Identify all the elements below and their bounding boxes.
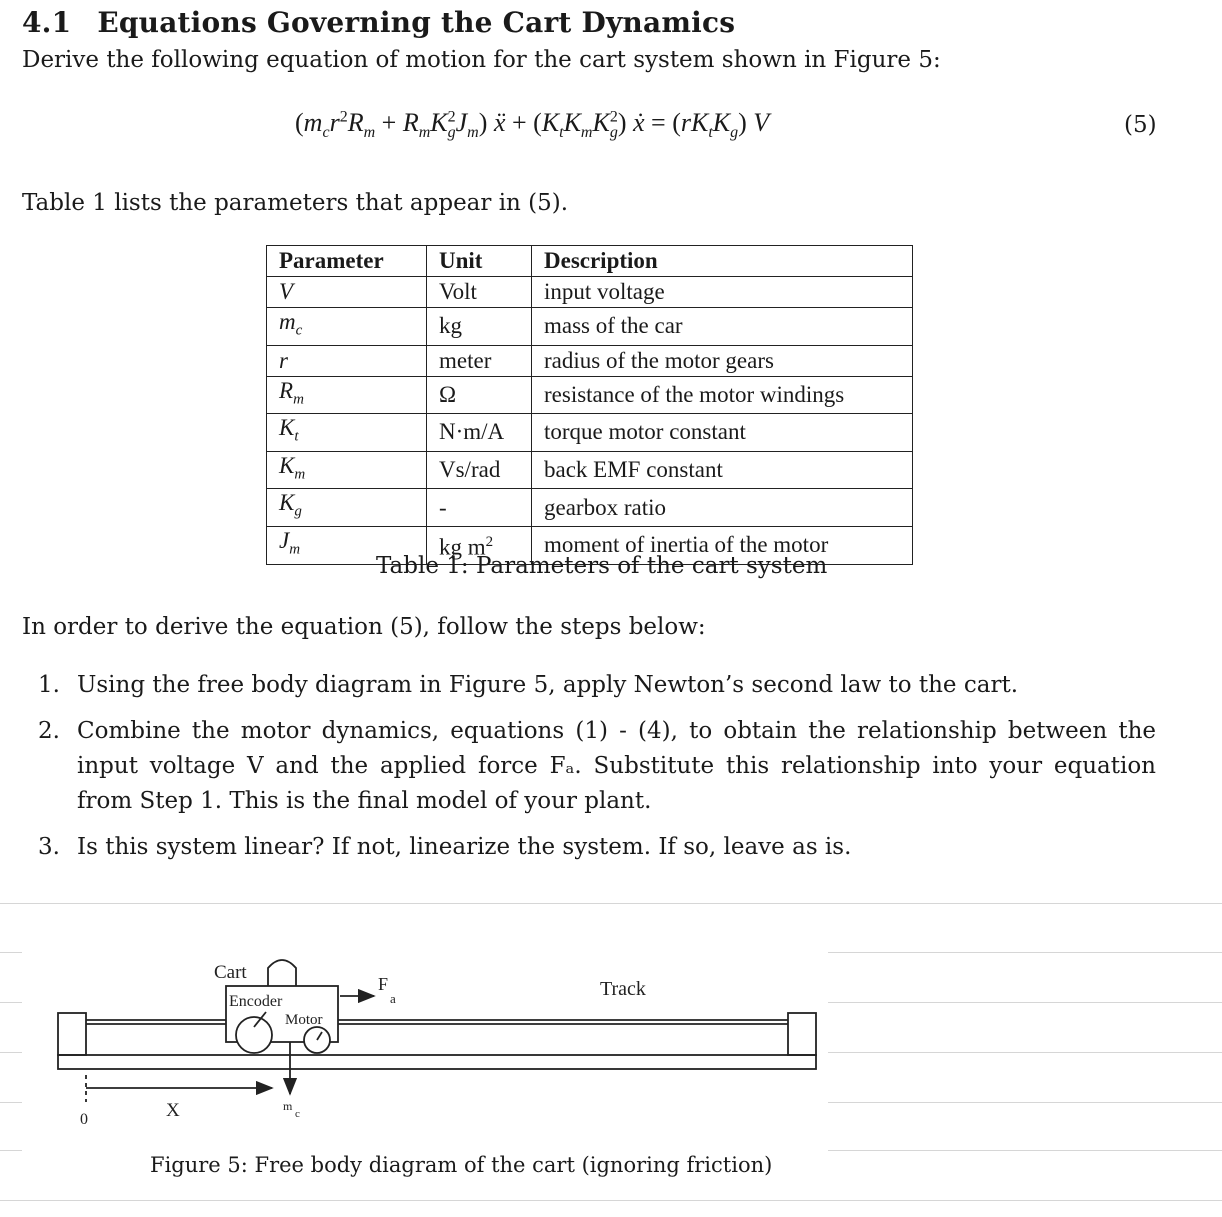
param-unit: Ω	[427, 376, 532, 414]
track-end-left	[58, 1013, 86, 1055]
step-text: Using the free body diagram in Figure 5, apply Newton’s second law to the cart.	[77, 672, 1019, 698]
param-description: radius of the motor gears	[532, 345, 913, 376]
param-unit: Vs/rad	[427, 451, 532, 489]
origin-label: 0	[80, 1111, 88, 1128]
param-unit: kg	[427, 308, 532, 346]
step-text: Is this system linear? If not, linearize the system. If so, leave as is.	[77, 834, 852, 860]
track-label: Track	[600, 978, 646, 1000]
track-base	[58, 1055, 816, 1069]
equation-5: $(m_cr^2R_m + R_mK^2_gJ_m)$ ẍ + $(K_tK_mK^2_g)$ ẋ = $(rK_tK_g)$ V	[295, 108, 770, 142]
track-end-right	[788, 1013, 816, 1055]
section-title: Equations Governing the Cart Dynamics	[97, 6, 736, 39]
force-subscript: a	[390, 991, 396, 1006]
param-symbol: V	[267, 277, 427, 308]
motor-label: Motor	[285, 1012, 323, 1028]
step-number: 1.	[38, 672, 60, 698]
table-caption: Table 1: Parameters of the cart system	[376, 553, 828, 579]
position-label: X	[166, 1100, 180, 1121]
param-unit: Volt	[427, 277, 532, 308]
figure-caption: Figure 5: Free body diagram of the cart (ignoring friction)	[150, 1153, 773, 1177]
encoder-label: Encoder	[229, 993, 283, 1010]
param-unit: N·m/A	[427, 414, 532, 452]
cart-handle	[268, 960, 296, 986]
param-unit: meter	[427, 345, 532, 376]
param-symbol: $R_m$	[267, 376, 427, 414]
param-symbol: $K_g$	[267, 489, 427, 527]
table-intro-text: Table 1 lists the parameters that appear in (5).	[22, 190, 569, 216]
cart-label: Cart	[214, 962, 247, 983]
step-number: 3.	[38, 834, 60, 860]
param-unit: kg $m^2$	[427, 526, 532, 564]
param-description: back EMF constant	[532, 451, 913, 489]
step-text: Combine the motor dynamics, equations (1) - (4), to obtain the relationship between the input voltage V and the applied force Fₐ. Substitute this relationship into your equation from Step 1. This is the final model of your plant.	[77, 718, 1156, 814]
section-number: 4.1	[22, 6, 72, 39]
param-description: input voltage	[532, 277, 913, 308]
force-label: F	[378, 974, 389, 994]
param-description: resistance of the motor windings	[532, 376, 913, 414]
param-description: torque motor constant	[532, 414, 913, 452]
equation-number: (5)	[1124, 112, 1157, 138]
encoder-wheel	[236, 1017, 272, 1053]
mass-subscript: c	[295, 1108, 300, 1120]
mass-label: m	[283, 1099, 293, 1113]
param-symbol: $J_m$	[267, 526, 427, 564]
param-symbol: $K_m$	[267, 451, 427, 489]
param-symbol: r	[267, 345, 427, 376]
table-header-cell: Description	[532, 246, 913, 277]
param-unit: -	[427, 489, 532, 527]
param-description: gearbox ratio	[532, 489, 913, 527]
table-header-cell: Parameter	[267, 246, 427, 277]
steps-intro-text: In order to derive the equation (5), follow the steps below:	[22, 614, 706, 640]
param-symbol: $m_c$	[267, 308, 427, 346]
table-header-cell: Unit	[427, 246, 532, 277]
param-symbol: $K_t$	[267, 414, 427, 452]
param-description: mass of the car	[532, 308, 913, 346]
step-number: 2.	[38, 718, 60, 744]
intro-paragraph: Derive the following equation of motion for the cart system shown in Figure 5:	[22, 47, 941, 73]
param-description: moment of inertia of the motor	[532, 526, 913, 564]
